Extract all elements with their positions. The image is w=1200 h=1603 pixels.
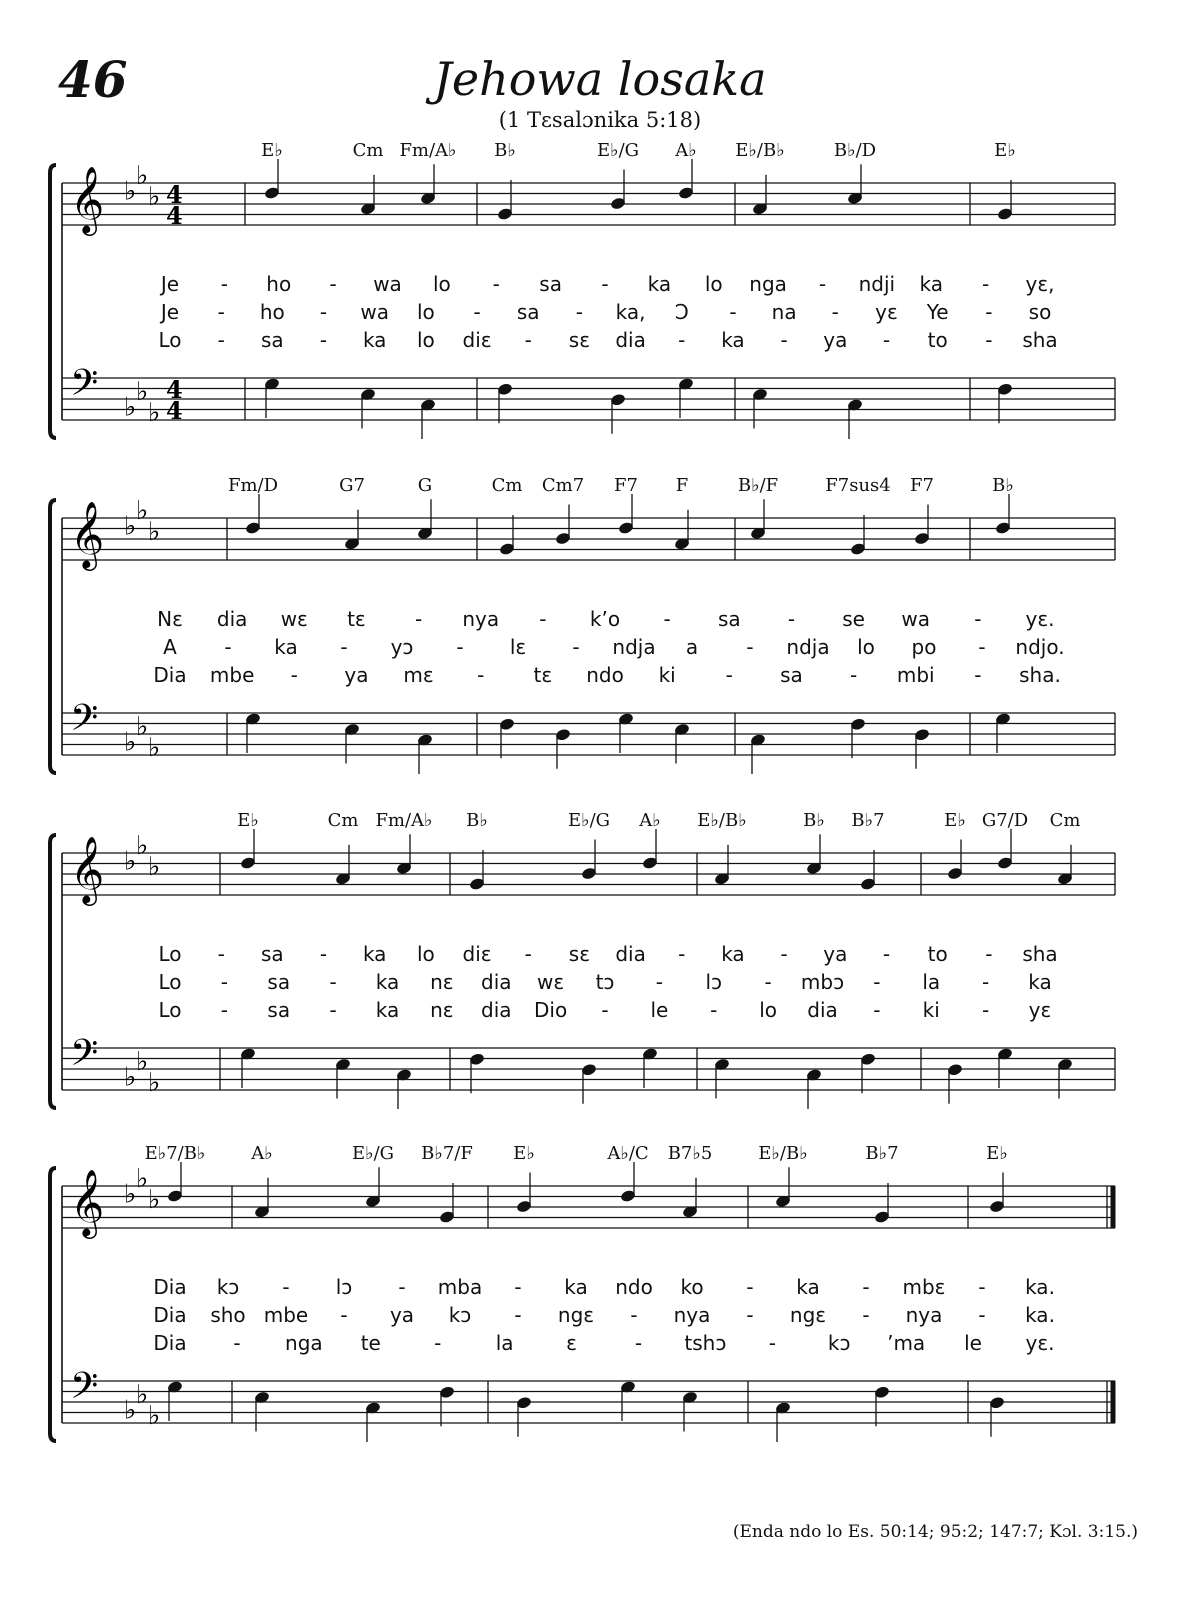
lyric-syllable: mbɛ — [902, 1275, 946, 1299]
syllable-hyphen: - — [882, 942, 891, 966]
chord-symbol: F7 — [614, 475, 638, 496]
syllable-hyphen: - — [678, 942, 686, 966]
lyric-syllable: sɛ — [568, 328, 591, 352]
lyric-syllable: mbe — [209, 663, 255, 687]
lyric-syllable: Dia — [153, 1331, 187, 1355]
lyric-line — [0, 942, 1200, 968]
lyric-syllable: ka — [564, 1275, 588, 1299]
lyric-syllable: nga — [749, 272, 787, 296]
syllable-hyphen: - — [434, 1331, 442, 1355]
lyric-syllable: ki — [658, 663, 676, 687]
syllable-hyphen: - — [818, 272, 827, 296]
lyric-syllable: lo — [432, 272, 451, 296]
flat-sign-icon: ♭ — [148, 1400, 161, 1431]
lyric-syllable: mba — [437, 1275, 483, 1299]
lyric-syllable: ka — [796, 1275, 820, 1299]
syllable-hyphen: - — [329, 998, 337, 1022]
lyric-syllable: nɛ — [430, 970, 454, 994]
lyric-syllable: nɛ — [430, 998, 454, 1022]
chord-symbol: Cm — [327, 810, 359, 831]
syllable-hyphen: - — [862, 1303, 870, 1327]
lyric-syllable: Dia — [153, 1275, 187, 1299]
syllable-hyphen: - — [849, 663, 858, 687]
lyric-syllable: kɔ — [448, 1303, 472, 1327]
syllable-hyphen: - — [985, 300, 993, 324]
syllable-hyphen: - — [746, 635, 754, 659]
lyric-syllable: lo — [704, 272, 723, 296]
flat-sign-icon: ♭ — [124, 1179, 137, 1210]
chord-symbol: E♭/B♭ — [697, 810, 747, 831]
lyric-syllable: ho — [266, 272, 292, 296]
lyric-syllable: lɔ — [335, 1275, 353, 1299]
chord-symbol: B♭ — [992, 475, 1014, 496]
lyric-syllable: sha. — [1019, 663, 1061, 687]
syllable-hyphen: - — [514, 1303, 522, 1327]
chord-symbol: A♭ — [639, 810, 661, 831]
syllable-hyphen: - — [473, 300, 481, 324]
syllable-hyphen: - — [220, 998, 228, 1022]
lyric-syllable: Lo — [158, 970, 182, 994]
hymn-number: 46 — [58, 50, 128, 109]
chord-symbol: B♭ — [803, 810, 825, 831]
lyric-syllable: ho — [259, 300, 285, 324]
lyric-syllable: wa — [373, 272, 402, 296]
flat-sign-icon: ♭ — [124, 727, 137, 758]
flat-sign-icon: ♭ — [136, 711, 149, 742]
syllable-hyphen: - — [456, 635, 464, 659]
lyric-syllable: Lo — [158, 942, 182, 966]
chord-symbol: E♭ — [261, 140, 283, 161]
lyric-syllable: Ye — [926, 300, 949, 324]
treble-clef-icon: 𝄞 — [70, 500, 105, 568]
chord-symbol: B♭/F — [737, 475, 779, 496]
lyric-line — [0, 272, 1200, 298]
syllable-hyphen: - — [655, 970, 663, 994]
music-system-3 — [0, 810, 1200, 1110]
syllable-hyphen: - — [634, 1331, 643, 1355]
lyric-syllable: dia — [216, 607, 248, 631]
lyric-syllable: ka — [375, 998, 400, 1022]
chord-symbol: E♭7/B♭ — [144, 1143, 206, 1164]
syllable-hyphen: - — [217, 300, 225, 324]
chord-symbol: E♭ — [994, 140, 1016, 161]
lyric-syllable: sha — [1022, 942, 1058, 966]
flat-sign-icon: ♭ — [148, 1184, 161, 1215]
syllable-hyphen: - — [340, 635, 348, 659]
lyric-syllable: nya — [673, 1303, 711, 1327]
lyric-syllable: nya — [905, 1303, 943, 1327]
lyric-line — [0, 635, 1200, 661]
lyric-syllable: la — [922, 970, 941, 994]
music-system-4 — [0, 1143, 1200, 1443]
chord-symbol: G — [417, 475, 433, 496]
syllable-hyphen: - — [678, 328, 686, 352]
lyric-syllable: ka — [375, 970, 400, 994]
lyric-syllable: ɛ — [566, 1331, 577, 1355]
lyric-syllable: ka — [274, 635, 298, 659]
bass-clef-icon: 𝄢 — [70, 1365, 99, 1416]
lyric-syllable: dia — [807, 998, 838, 1022]
lyric-syllable: le — [650, 998, 669, 1022]
syllable-hyphen: - — [477, 663, 485, 687]
chord-symbol: Cm7 — [541, 475, 585, 496]
chord-symbol: B♭7/F — [421, 1143, 473, 1164]
lyric-syllable: ko — [680, 1275, 704, 1299]
lyric-syllable: lo — [759, 998, 778, 1022]
lyric-syllable: diɛ — [462, 328, 492, 352]
lyric-syllable: Je — [160, 272, 180, 296]
syllable-hyphen: - — [572, 635, 580, 659]
chord-symbol: E♭ — [986, 1143, 1008, 1164]
lyric-line — [0, 300, 1200, 326]
treble-clef-icon: 𝄞 — [70, 1168, 105, 1236]
chord-symbol: G7 — [339, 475, 365, 496]
flat-sign-icon: ♭ — [136, 376, 149, 407]
chord-symbol: E♭/G — [596, 140, 640, 161]
chord-symbol: E♭/B♭ — [735, 140, 785, 161]
lyric-line — [0, 1303, 1200, 1329]
lyric-line — [0, 998, 1200, 1024]
chord-symbol: E♭/G — [351, 1143, 395, 1164]
lyric-syllable: yɛ. — [1025, 607, 1055, 631]
chord-symbol: B♭7 — [851, 810, 885, 831]
lyric-syllable: ka — [362, 328, 387, 352]
syllable-hyphen: - — [575, 300, 584, 324]
flat-sign-icon: ♭ — [148, 732, 161, 763]
chord-symbol: Cm — [352, 140, 384, 161]
flat-sign-icon: ♭ — [136, 495, 149, 526]
chord-symbol: E♭ — [237, 810, 259, 831]
lyric-syllable: mɛ — [403, 663, 434, 687]
treble-clef-icon: 𝄞 — [70, 835, 105, 903]
syllable-hyphen: - — [539, 607, 547, 631]
lyric-syllable: yɛ — [875, 300, 898, 324]
chord-symbol: B♭ — [494, 140, 516, 161]
lyric-syllable: Dia — [153, 663, 187, 687]
lyric-syllable: mbe — [263, 1303, 309, 1327]
flat-sign-icon: ♭ — [124, 1395, 137, 1426]
syllable-hyphen: - — [982, 970, 990, 994]
bass-clef-icon: 𝄢 — [70, 697, 99, 748]
treble-clef-icon: 𝄞 — [70, 165, 105, 233]
lyric-syllable: wɛ — [280, 607, 308, 631]
syllable-hyphen: - — [217, 328, 225, 352]
lyric-syllable: ngɛ — [789, 1303, 827, 1327]
chord-symbol: F7sus4 — [825, 475, 891, 496]
flat-sign-icon: ♭ — [124, 511, 137, 542]
lyric-syllable: po — [911, 635, 937, 659]
lyric-syllable: ka — [647, 272, 672, 296]
lyric-syllable: te — [360, 1331, 381, 1355]
lyric-line — [0, 663, 1200, 689]
syllable-hyphen: - — [725, 663, 733, 687]
syllable-hyphen: - — [882, 328, 891, 352]
chord-symbol: F7 — [910, 475, 934, 496]
lyric-syllable: tɔ — [595, 970, 615, 994]
chord-symbol: A♭ — [251, 1143, 273, 1164]
lyric-syllable: Nɛ — [157, 607, 183, 631]
lyric-line — [0, 1331, 1200, 1357]
lyric-syllable: Dia — [153, 1303, 187, 1327]
lyric-syllable: so — [1028, 300, 1052, 324]
syllable-hyphen: - — [233, 1331, 241, 1355]
lyric-line — [0, 328, 1200, 354]
time-signature-bottom: 4 — [166, 201, 183, 230]
flat-sign-icon: ♭ — [124, 176, 137, 207]
syllable-hyphen: - — [862, 1275, 870, 1299]
lyric-syllable: dia — [480, 970, 512, 994]
lyric-syllable: Lo — [158, 998, 182, 1022]
lyric-syllable: lo — [857, 635, 875, 659]
syllable-hyphen: - — [746, 1275, 754, 1299]
lyric-syllable: ngɛ — [557, 1303, 595, 1327]
music-system-2 — [0, 475, 1200, 775]
hymn-title: Jehowa losaka — [433, 52, 767, 106]
flat-sign-icon: ♭ — [136, 160, 149, 191]
syllable-hyphen: - — [710, 998, 718, 1022]
chord-symbol: G7/D — [981, 810, 1029, 831]
time-signature-top: 4 — [166, 180, 183, 209]
lyric-syllable: k’o — [589, 607, 621, 631]
syllable-hyphen: - — [340, 1303, 348, 1327]
syllable-hyphen: - — [524, 328, 532, 352]
lyric-syllable: ya — [823, 942, 848, 966]
bass-clef-icon: 𝄢 — [70, 362, 99, 413]
lyric-syllable: sa — [717, 607, 741, 631]
lyric-syllable: ka. — [1025, 1275, 1055, 1299]
lyric-syllable: ka. — [1025, 1303, 1055, 1327]
chord-symbol: B♭/D — [833, 140, 877, 161]
chord-symbol: Fm/D — [227, 475, 279, 496]
syllable-hyphen: - — [768, 1331, 776, 1355]
syllable-hyphen: - — [524, 942, 532, 966]
syllable-hyphen: - — [492, 272, 500, 296]
chord-symbol: A♭ — [675, 140, 697, 161]
lyric-syllable: Lo — [158, 328, 182, 352]
lyric-syllable: to — [927, 328, 948, 352]
syllable-hyphen: - — [414, 607, 423, 631]
lyric-syllable: lɛ — [509, 635, 527, 659]
lyric-syllable: sa — [780, 663, 803, 687]
lyric-syllable: la — [495, 1331, 514, 1355]
syllable-hyphen: - — [746, 1303, 754, 1327]
lyric-syllable: yɛ — [1028, 998, 1052, 1022]
lyric-syllable: to — [927, 942, 948, 966]
syllable-hyphen: - — [601, 998, 609, 1022]
lyric-syllable: ndji — [858, 272, 896, 296]
time-signature-bottom: 4 — [166, 396, 183, 425]
lyric-syllable: dia — [480, 998, 512, 1022]
lyric-line — [0, 970, 1200, 996]
scripture-reference: (1 Tɛsalɔnika 5:18) — [498, 108, 702, 132]
syllable-hyphen: - — [601, 272, 609, 296]
lyric-syllable: ndo — [615, 1275, 653, 1299]
flat-sign-icon: ♭ — [136, 1046, 149, 1077]
lyric-syllable: Ɔ — [674, 300, 689, 324]
syllable-hyphen: - — [319, 300, 328, 324]
lyric-syllable: dia — [615, 942, 646, 966]
lyric-syllable: ’ma — [887, 1331, 926, 1355]
syllable-hyphen: - — [982, 272, 990, 296]
syllable-hyphen: - — [787, 607, 796, 631]
syllable-hyphen: - — [220, 970, 228, 994]
flat-sign-icon: ♭ — [124, 1062, 137, 1093]
syllable-hyphen: - — [329, 272, 337, 296]
flat-sign-icon: ♭ — [136, 1163, 149, 1194]
chord-symbol: A♭/C — [607, 1143, 649, 1164]
flat-sign-icon: ♭ — [124, 392, 137, 423]
lyric-syllable: sa — [261, 328, 284, 352]
lyric-syllable: lo — [416, 300, 435, 324]
chord-symbol: B♭ — [466, 810, 488, 831]
chord-symbol: Fm/A♭ — [399, 140, 457, 161]
lyric-syllable: lɔ — [705, 970, 723, 994]
lyric-syllable: lo — [416, 942, 435, 966]
lyric-syllable: ka — [1028, 970, 1052, 994]
syllable-hyphen: - — [764, 970, 772, 994]
syllable-hyphen: - — [780, 942, 788, 966]
lyric-syllable: lo — [416, 328, 435, 352]
syllable-hyphen: - — [985, 942, 993, 966]
chord-symbol: Cm — [491, 475, 523, 496]
lyric-syllable: mbɔ — [800, 970, 845, 994]
lyric-syllable: sa — [516, 300, 540, 324]
music-system-1 — [0, 140, 1200, 440]
lyric-syllable: wa — [901, 607, 931, 631]
lyric-syllable: sa — [539, 272, 562, 296]
syllable-hyphen: - — [220, 272, 228, 296]
lyric-syllable: diɛ — [462, 942, 492, 966]
flat-sign-icon: ♭ — [148, 851, 161, 882]
chord-symbol: E♭ — [513, 1143, 535, 1164]
syllable-hyphen: - — [217, 942, 225, 966]
syllable-hyphen: - — [224, 635, 232, 659]
syllable-hyphen: - — [282, 1275, 290, 1299]
lyric-syllable: ka — [919, 272, 943, 296]
syllable-hyphen: - — [974, 607, 982, 631]
syllable-hyphen: - — [663, 607, 671, 631]
syllable-hyphen: - — [985, 328, 993, 352]
syllable-hyphen: - — [974, 663, 982, 687]
lyric-syllable: sho — [210, 1303, 246, 1327]
flat-sign-icon: ♭ — [148, 181, 161, 212]
chord-symbol: E♭/G — [567, 810, 611, 831]
lyric-syllable: sa — [261, 942, 284, 966]
syllable-hyphen: - — [780, 328, 788, 352]
lyric-syllable: mbi — [896, 663, 935, 687]
flat-sign-icon: ♭ — [148, 516, 161, 547]
chord-symbol: Fm/A♭ — [375, 810, 433, 831]
syllable-hyphen: - — [319, 328, 328, 352]
lyric-syllable: ya — [823, 328, 848, 352]
lyric-syllable: nga — [285, 1331, 323, 1355]
lyric-syllable: wa — [360, 300, 390, 324]
lyric-syllable: yɔ — [390, 635, 414, 659]
syllable-hyphen: - — [873, 970, 881, 994]
syllable-hyphen: - — [514, 1275, 522, 1299]
syllable-hyphen: - — [831, 300, 839, 324]
lyric-syllable: tshɔ — [684, 1331, 727, 1355]
lyric-syllable: yɛ. — [1025, 1331, 1055, 1355]
syllable-hyphen: - — [729, 300, 737, 324]
syllable-hyphen: - — [978, 1275, 986, 1299]
lyric-syllable: kɔ — [216, 1275, 240, 1299]
lyric-syllable: yɛ, — [1025, 272, 1055, 296]
syllable-hyphen: - — [319, 942, 328, 966]
lyric-syllable: nya — [462, 607, 500, 631]
lyric-syllable: ndo — [586, 663, 624, 687]
lyric-syllable: ya — [344, 663, 369, 687]
lyric-syllable: ya — [389, 1303, 415, 1327]
bass-clef-icon: 𝄢 — [70, 1032, 99, 1083]
time-signature-top: 4 — [166, 375, 183, 404]
lyric-syllable: ka — [721, 942, 745, 966]
flat-sign-icon: ♭ — [136, 830, 149, 861]
lyric-syllable: ka — [721, 328, 745, 352]
syllable-hyphen: - — [982, 998, 990, 1022]
flat-sign-icon: ♭ — [148, 1067, 161, 1098]
lyric-syllable: a — [685, 635, 699, 659]
lyric-syllable: sa — [267, 998, 291, 1022]
syllable-hyphen: - — [873, 998, 881, 1022]
chord-symbol: B♭7 — [865, 1143, 899, 1164]
lyric-syllable: na — [771, 300, 797, 324]
lyric-syllable: A — [163, 635, 177, 659]
lyric-syllable: sha — [1022, 328, 1058, 352]
lyric-syllable: ka, — [615, 300, 646, 324]
syllable-hyphen: - — [978, 635, 986, 659]
chord-symbol: F — [675, 475, 689, 496]
syllable-hyphen: - — [398, 1275, 406, 1299]
lyric-syllable: le — [964, 1331, 982, 1355]
syllable-hyphen: - — [329, 970, 337, 994]
footnote-references: (Enda ndo lo Es. 50:14; 95:2; 147:7; Kɔl. 3:15.) — [732, 1522, 1138, 1542]
syllable-hyphen: - — [630, 1303, 638, 1327]
lyric-syllable: tɛ — [533, 663, 553, 687]
lyric-syllable: tɛ — [347, 607, 366, 631]
flat-sign-icon: ♭ — [148, 397, 161, 428]
chord-symbol: E♭ — [944, 810, 966, 831]
lyric-syllable: sɛ — [568, 942, 591, 966]
chord-symbol: B7♭5 — [667, 1143, 713, 1164]
chord-symbol: E♭/B♭ — [758, 1143, 808, 1164]
flat-sign-icon: ♭ — [136, 1379, 149, 1410]
lyric-syllable: ka — [362, 942, 387, 966]
lyric-syllable: Je — [160, 300, 180, 324]
chord-symbol: Cm — [1049, 810, 1081, 831]
lyric-syllable: sa — [267, 970, 291, 994]
lyric-syllable: dia — [615, 328, 646, 352]
lyric-syllable: se — [842, 607, 865, 631]
lyric-syllable: ndja — [786, 635, 830, 659]
flat-sign-icon: ♭ — [124, 846, 137, 877]
lyric-syllable: kɔ — [827, 1331, 851, 1355]
lyric-line — [0, 1275, 1200, 1301]
syllable-hyphen: - — [978, 1303, 986, 1327]
lyric-syllable: wɛ — [537, 970, 565, 994]
lyric-syllable: Dio — [534, 998, 568, 1022]
syllable-hyphen: - — [290, 663, 298, 687]
lyric-syllable: ndja — [612, 635, 656, 659]
lyric-syllable: ndjo. — [1015, 635, 1065, 659]
lyric-syllable: ki — [922, 998, 940, 1022]
lyric-line — [0, 607, 1200, 633]
